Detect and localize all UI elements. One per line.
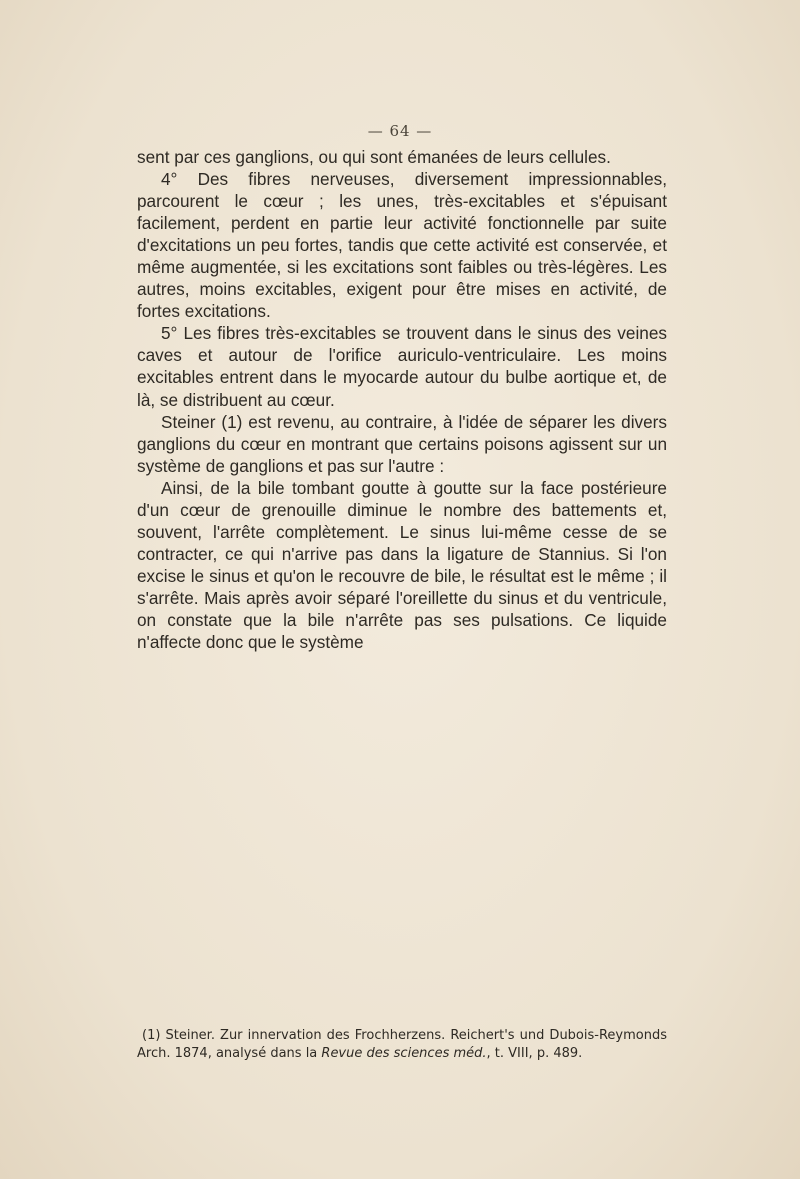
paragraph-point-4: 4° Des fibres nerveuses, diversement impressionnables, parcourent le cœur ; les unes, très-excitables et s'épuisant facilement, perdent en partie leur activité fonctionnelle par suite d'excitations un peu fortes, tandis que cette activité est conservée, et même augmentée, si les excitations sont faibles ou très-légères. Les autres, moins excitables, exigent pour être mises en activité, de fortes excitations. (137, 169, 667, 322)
paragraph-bile-experiment: Ainsi, de la bile tombant goutte à goutte sur la face postérieure d'un cœur de grenouille diminue le nombre des battements et, souvent, l'arrête complètement. Le sinus lui-même cesse de se contracter, ce qui n'arrive pas dans la ligature de Stannius. Si l'on excise le sinus et qu'on le recouvre de bile, le résultat est le même ; il s'arrête. Mais après avoir séparé l'oreillette du sinus et du ventricule, on constate que la bile n'arrête pas ses pulsations. Ce liquide n'affecte donc que le système (137, 477, 667, 653)
page-number: — 64 — (367, 122, 433, 140)
main-text (137, 146, 667, 653)
footnote (137, 1027, 667, 1062)
footnote-journal: Revue des sciences méd. (321, 1045, 487, 1061)
footnote-volume: , t. VIII, p. 489. (486, 1045, 583, 1061)
paragraph-continuation: sent par ces ganglions, ou qui sont émanées de leurs cellules. (137, 147, 611, 167)
paragraph-steiner: Steiner (1) est revenu, au contraire, à l'idée de séparer les divers ganglions du cœur en montrant que certains poisons agissent sur un système de ganglions et pas sur l'autre : (137, 411, 667, 476)
footnote-text (137, 1027, 667, 1062)
paragraph-point-5: 5° Les fibres très-excitables se trouvent dans le sinus des veines caves et autour de l'orifice auriculo-ventriculaire. Les moins excitables entrent dans le myocarde autour du bulbe aortique et, de là, se distribuent au cœur. (137, 323, 667, 410)
footnote-citation: (1) Steiner. Zur innervation des Frochherzens. Reichert's und Dubois-Reymonds Arch. 1874, analysé dans la (137, 1028, 667, 1061)
